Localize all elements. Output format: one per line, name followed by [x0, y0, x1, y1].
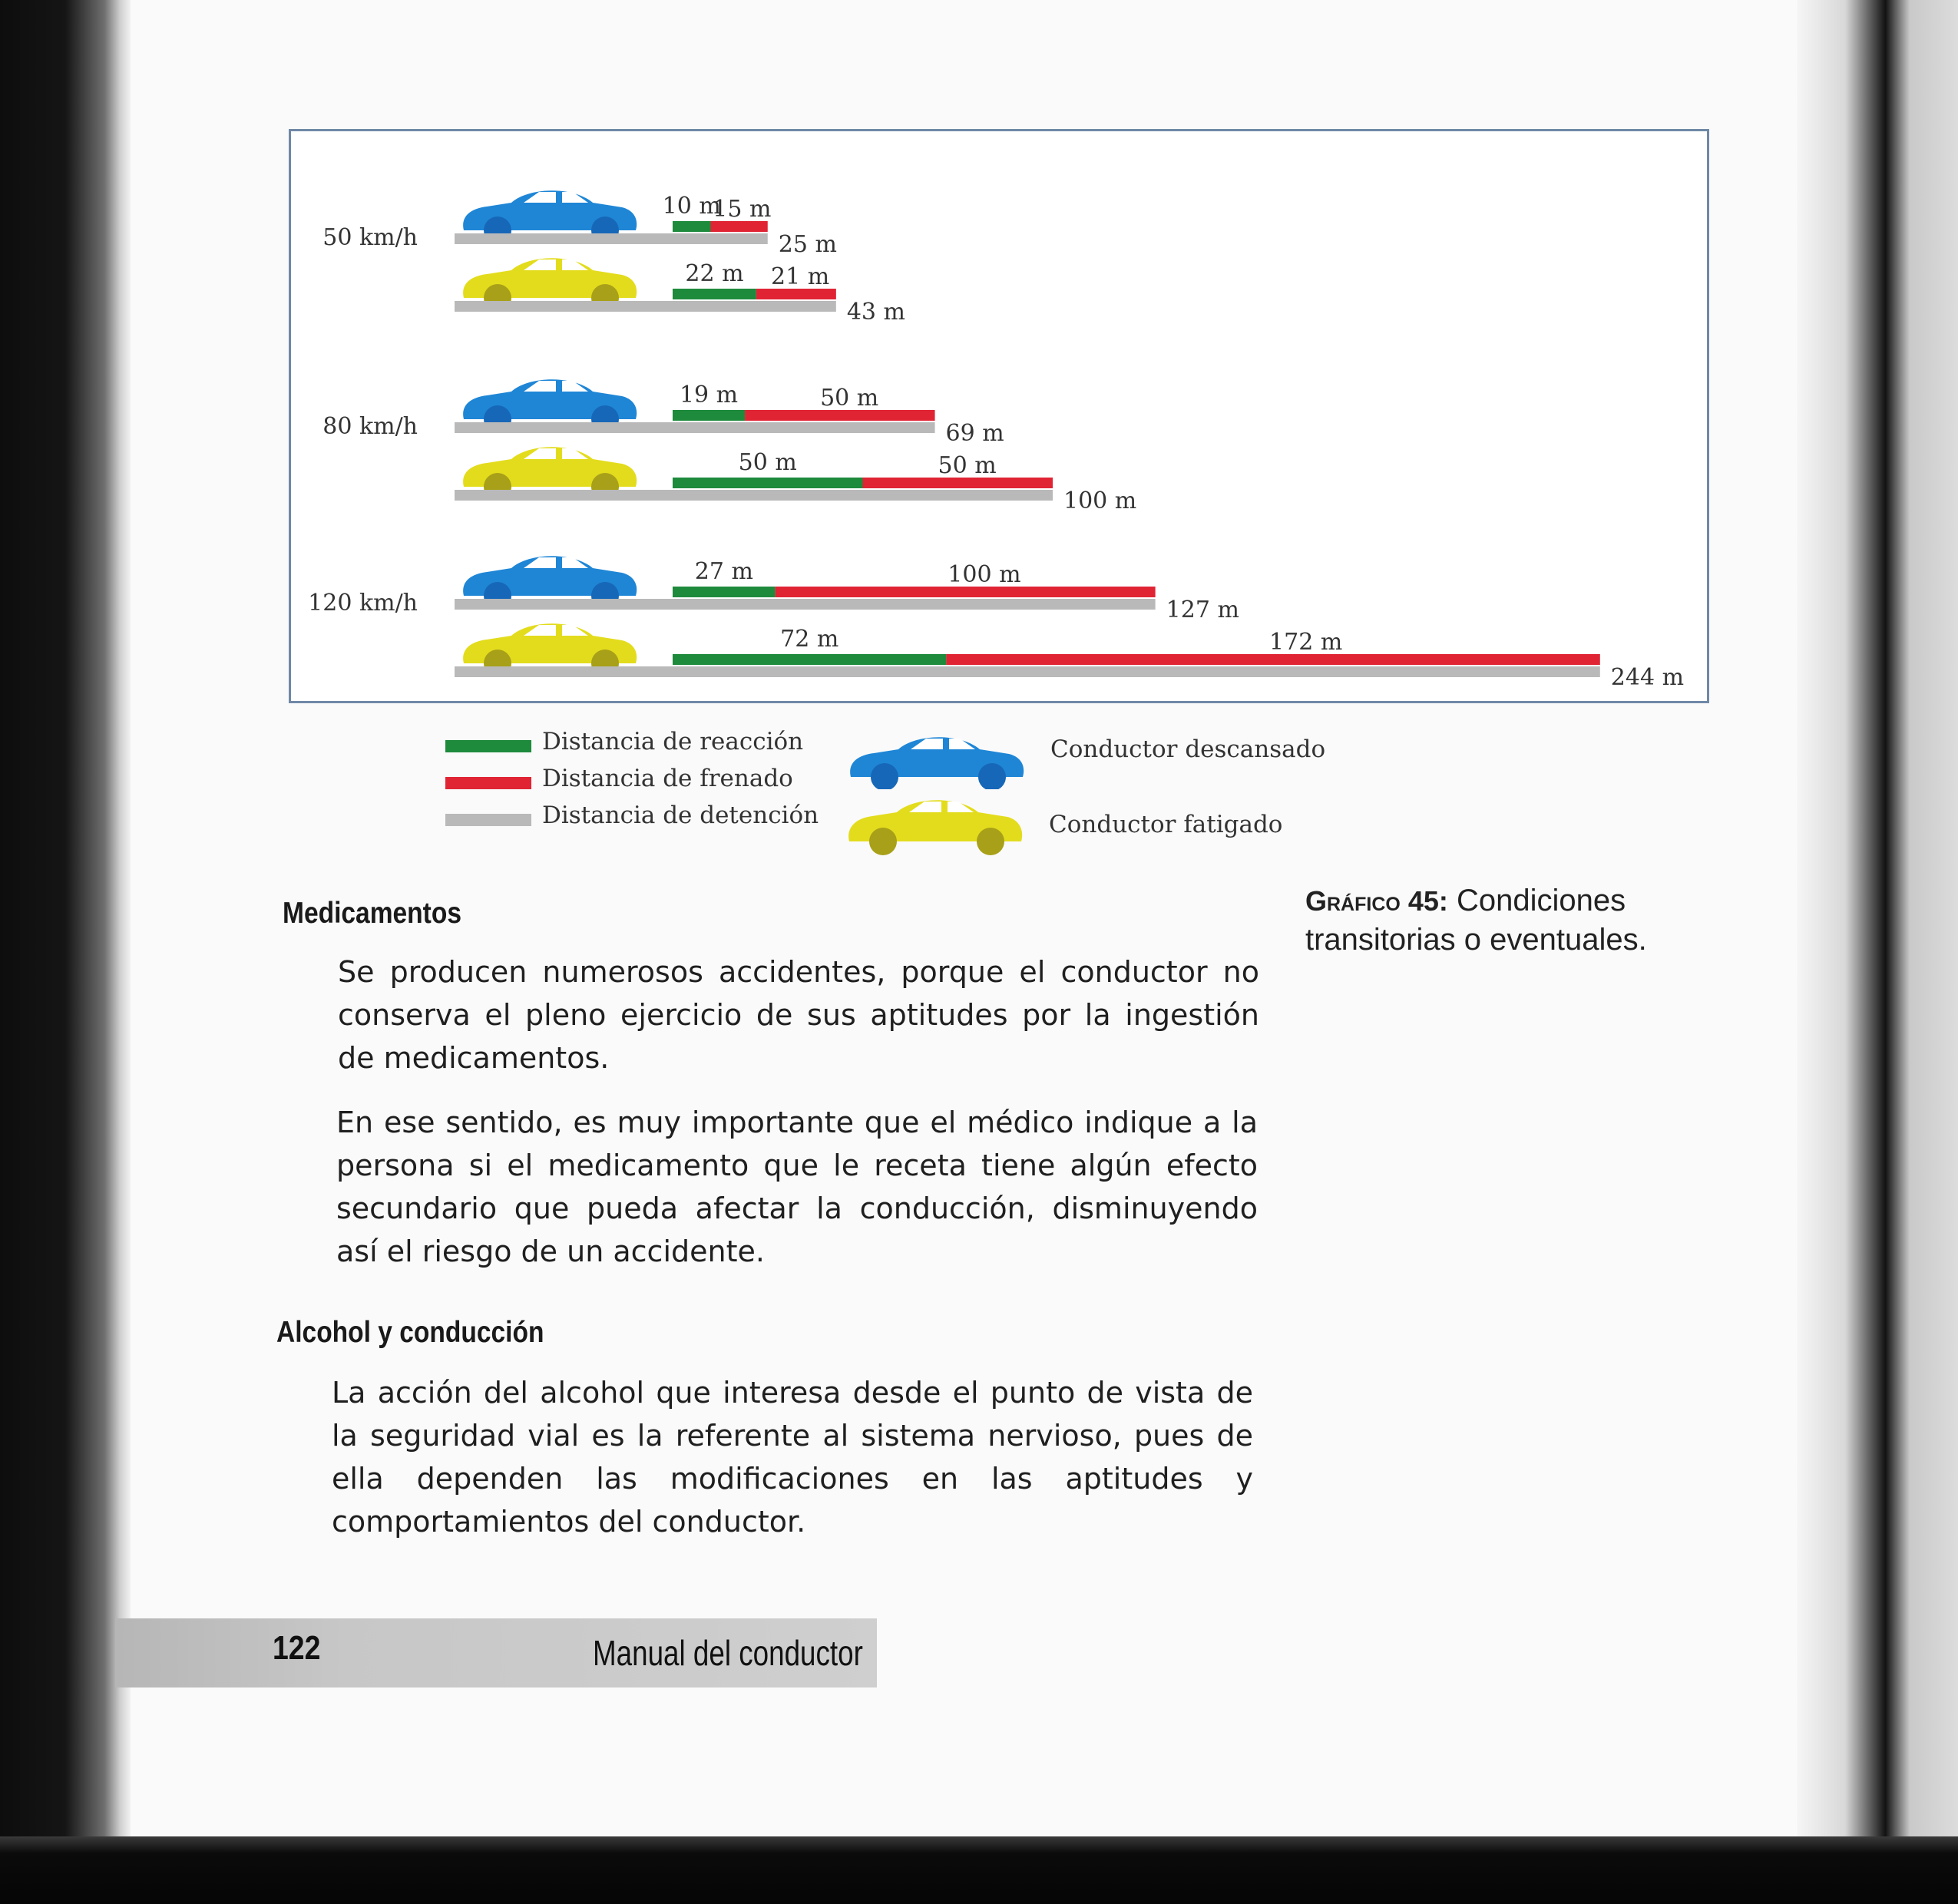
speed-label: 120 km/h [308, 590, 418, 616]
stopping-distance-label: 69 m [945, 420, 1004, 447]
stopping-distance-label: 43 m [846, 299, 906, 326]
book-next-page-edge [1797, 0, 1958, 1904]
braking-distance-bar [711, 221, 768, 232]
heading-medicamentos: Medicamentos [283, 897, 461, 930]
braking-distance-label: 50 m [820, 385, 879, 412]
braking-distance-label: 172 m [1269, 629, 1343, 656]
heading-alcohol: Alcohol y conducción [276, 1316, 544, 1349]
figure-caption [1305, 881, 1751, 959]
scan-bottom-border [0, 1836, 1958, 1904]
footer-title: Manual del conductor [593, 1633, 863, 1673]
braking-distance-bar [776, 587, 1156, 597]
legend-label-stopping: Distancia de detención [542, 802, 819, 829]
legend-swatch-stopping [445, 814, 531, 826]
paragraph-alcohol-1: La acción del alcohol que interesa desde el punto de vista de la seguridad vial es la referente al sistema nervioso, pues de ella dependen las modificaciones en las aptitudes y comportamientos del conductor. [332, 1376, 1253, 1539]
stopping-distance-bar [455, 599, 1156, 610]
reaction-distance-label: 27 m [694, 558, 753, 585]
legend-label-fatigued: Conductor fatigado [1049, 811, 1283, 838]
stopping-distance-bar [455, 490, 1053, 501]
reaction-distance-label: 50 m [738, 449, 797, 476]
legend-rested-car-icon [845, 728, 1029, 789]
chart-legend [445, 728, 1367, 858]
speed-label: 80 km/h [322, 413, 418, 440]
reaction-distance-bar [673, 221, 711, 232]
reaction-distance-bar [673, 410, 745, 421]
stopping-distance-bar [455, 301, 836, 312]
stopping-distance-label: 100 m [1063, 488, 1137, 514]
braking-distance-bar [946, 654, 1599, 665]
stopping-distance-chart [289, 129, 1709, 703]
reaction-distance-label: 19 m [679, 382, 739, 408]
legend-label-rested: Conductor descansado [1050, 735, 1326, 763]
stopping-distance-bar [455, 233, 768, 244]
caption-label: Gráfico 45: [1305, 885, 1448, 917]
braking-distance-label: 50 m [938, 452, 997, 479]
braking-distance-bar [863, 478, 1053, 488]
stopping-distance-label: 25 m [778, 231, 837, 258]
reaction-distance-bar [673, 478, 863, 488]
reaction-distance-label: 10 m [662, 193, 721, 220]
stopping-distance-label: 127 m [1166, 597, 1239, 623]
stopping-distance-bar [455, 422, 935, 433]
legend-swatch-reaction [445, 740, 531, 752]
legend-swatch-braking [445, 777, 531, 789]
speed-label: 50 km/h [322, 224, 418, 251]
reaction-distance-label: 22 m [685, 260, 744, 287]
reaction-distance-label: 72 m [780, 626, 839, 653]
paragraph-medicamentos-1: Se producen numerosos accidentes, porque el conductor no conserva el pleno ejercicio de sus aptitudes por la ingestión de medicamentos. [338, 955, 1259, 1075]
reaction-distance-bar [673, 587, 776, 597]
reaction-distance-bar [673, 289, 756, 299]
braking-distance-label: 21 m [770, 263, 830, 290]
reaction-distance-bar [673, 654, 946, 665]
braking-distance-label: 15 m [713, 196, 772, 223]
braking-distance-label: 100 m [948, 561, 1021, 588]
legend-fatigued-car-icon [843, 785, 1027, 857]
stopping-distance-label: 244 m [1610, 664, 1685, 691]
braking-distance-bar [756, 289, 836, 299]
paragraph-medicamentos-2: En ese sentido, es muy importante que el médico indique a la persona si el medicamento que le receta tiene algún efecto secundario que pueda afectar la conducción, disminuyendo así el riesgo de un accidente. [336, 1106, 1258, 1268]
legend-label-reaction: Distancia de reacción [542, 728, 804, 755]
stopping-distance-bar [455, 666, 1600, 677]
page-number: 122 [273, 1629, 321, 1667]
book-binding-shadow [0, 0, 131, 1904]
braking-distance-bar [745, 410, 935, 421]
legend-label-braking: Distancia de frenado [542, 765, 793, 792]
caption-text: Condiciones transitorias o eventuales. [1305, 884, 1647, 957]
